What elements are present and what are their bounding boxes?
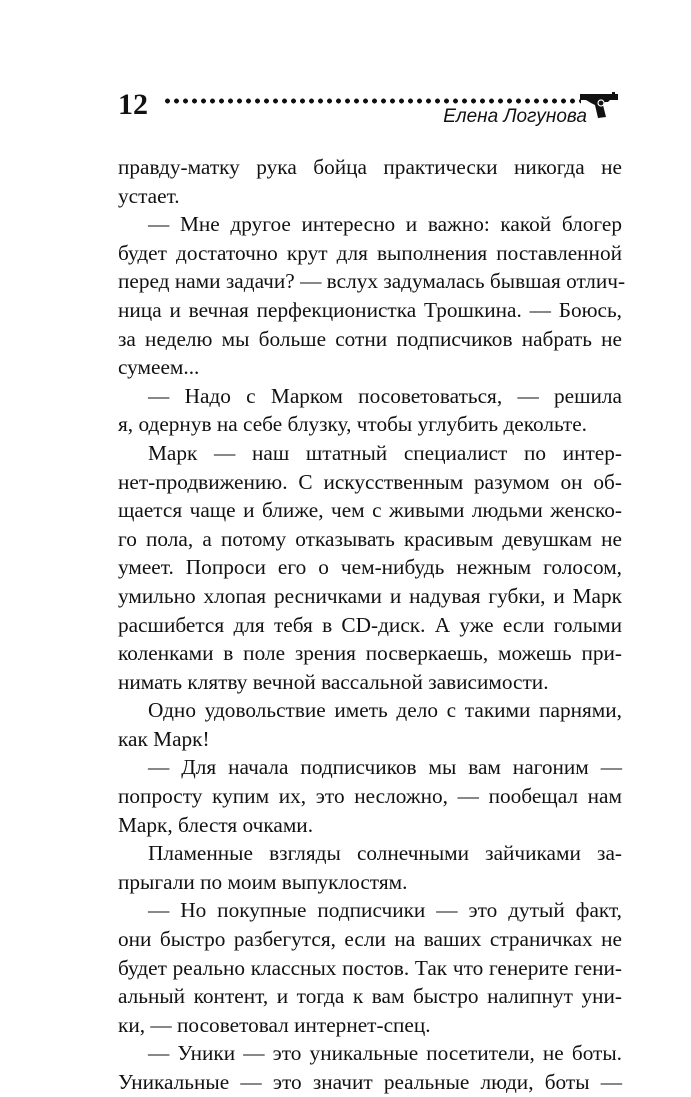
text-line: го пола, а потому отказывать красивым девушкам не	[118, 526, 622, 551]
text-line: правду-матку рука бойца практически никогда не	[118, 155, 622, 179]
text-line: устает.	[118, 183, 180, 208]
text-line: — Для начала подписчиков мы вам нагоним —	[148, 755, 622, 780]
text-line: умеет. Попроси его о чем-нибудь нежным голосом,	[118, 555, 622, 580]
text-line: — Но покупные подписчики — это дутый факт,	[148, 898, 622, 923]
text-line: как Марк!	[118, 726, 210, 751]
text-line: попросту купим их, это несложно, — пообещал нам	[118, 784, 622, 809]
text-line: Одно удовольствие иметь дело с такими парнями,	[148, 698, 622, 723]
text-line: Пламенные взгляды солнечными зайчиками за-	[148, 841, 622, 866]
text-line: нимать клятву вечной вассальной зависимости.	[118, 669, 549, 694]
text-line: Марк — наш штатный специалист по интер-	[148, 440, 622, 465]
text-line: расшибется для тебя в CD-диск. А уже если голыми	[118, 612, 622, 637]
text-line: умильно хлопая ресничками и надувая губки, и Марк	[118, 583, 622, 608]
text-line: будет реально классных постов. Так что генерите гени-	[118, 955, 622, 980]
author-name: Елена Логунова	[443, 106, 587, 127]
body-text	[118, 153, 626, 1097]
text-line: они быстро разбегутся, если на ваших страничках не	[118, 927, 622, 952]
dotted-rule	[163, 98, 581, 104]
text-line: за неделю мы больше сотни подписчиков набрать не	[118, 326, 622, 351]
text-line: ница и вечная перфекционистка Трошкина. — Боюсь,	[118, 297, 622, 322]
text-line: нет-продвижению. С искусственным разумом он об-	[118, 469, 622, 494]
text-line: — Уники — это уникальные посетители, не боты.	[148, 1041, 622, 1066]
text-line: Марк, блестя очками.	[118, 812, 314, 837]
text-line: будет достаточно крут для выполнения поставленной	[118, 240, 622, 265]
text-line: прыгали по моим выпуклостям.	[118, 869, 408, 894]
text-line: коленками в поле зрения посверкаешь, можешь при-	[118, 641, 622, 666]
text-line: сумеем...	[118, 355, 200, 380]
text-line: альный контент, и тогда к вам быстро налипнут уни-	[118, 984, 622, 1009]
text-line: — Надо с Марком посоветоваться, — решила	[148, 383, 622, 408]
text-line: перед нами задачи? — вслух задумалась бывшая отлич-	[118, 269, 626, 294]
text-line: я, одернув на себе блузку, чтобы углубить декольте.	[118, 412, 587, 437]
text-line: Уникальные — это значит реальные люди, боты —	[118, 1070, 622, 1094]
page-number: 12	[118, 88, 148, 121]
text-line: — Мне другое интересно и важно: какой блогер	[148, 212, 622, 237]
text-line: ки, — посоветовал интернет-спец.	[118, 1012, 431, 1037]
text-line: щается чаще и ближе, чем с живыми людьми женско-	[118, 498, 622, 523]
